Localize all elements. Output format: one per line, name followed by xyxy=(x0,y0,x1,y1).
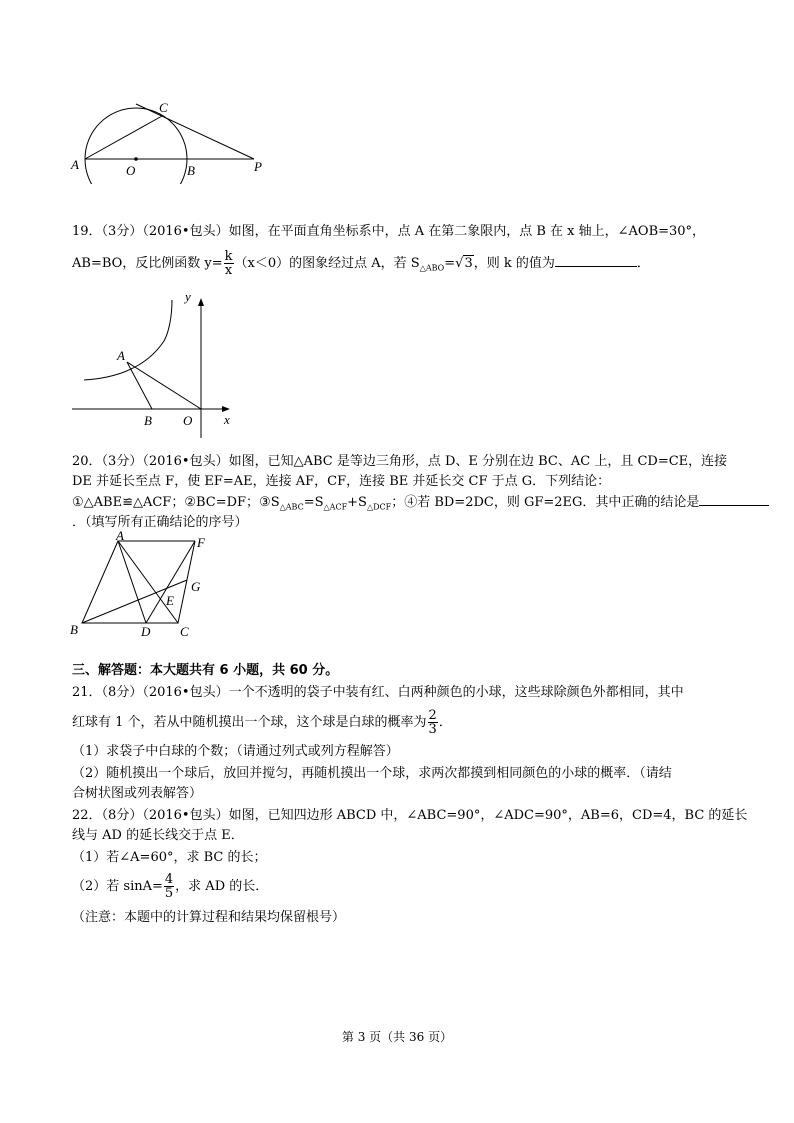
q20-text-3b: =S xyxy=(303,495,324,510)
q21-part2-text-1: （2）随机摸出一个球后，放回并搅匀，再随机摸出一个球，求两次都摸到相同颜色的小球的概率．（请结 xyxy=(72,766,672,781)
q19-fraction xyxy=(224,250,234,277)
segment-df xyxy=(146,541,195,623)
q20-text-3a: ①△ABE≌△ACF；②BC=DF；③S xyxy=(72,495,280,510)
q19-sub-abo: △ABO xyxy=(419,263,445,273)
hyperbola-figure xyxy=(66,286,246,441)
segment-ao xyxy=(127,362,201,409)
q21-line1 xyxy=(72,683,684,703)
q22-text-2: 线与 AD 的延长线交于点 E． xyxy=(72,828,244,843)
label-c: C xyxy=(180,624,189,639)
chord-ac xyxy=(85,116,162,159)
q21-frac-num: 2 xyxy=(428,708,437,723)
q19-text-1: 19．（3分）（2016•包头）如图，在平面直角坐标系中，点 A 在第二象限内，点 B 在 x 轴上，∠AOB=30°， xyxy=(72,224,706,239)
label-y: y xyxy=(185,289,191,304)
sqrt-icon: √ xyxy=(455,256,464,271)
q20-sub-dcf: △DCF xyxy=(366,502,392,512)
label-d: D xyxy=(141,624,151,639)
q19-frac-den: x xyxy=(224,263,233,278)
q20-line1 xyxy=(72,452,727,472)
q21-part2-line2 xyxy=(72,784,202,804)
circle-tangent-figure xyxy=(66,98,276,184)
section-heading xyxy=(72,661,338,681)
q20-text-2: DE 并延长至点 F，使 EF=AE，连接 AF，CF，连接 BE 并延长交 CF 于点 G．下列结论： xyxy=(72,474,611,489)
triangle-abc xyxy=(82,541,178,623)
label-o: O xyxy=(183,413,193,428)
triangle-figure xyxy=(66,530,216,640)
q19-text-2e: ． xyxy=(636,256,650,271)
q20-text-1: 20．（3分）（2016•包头）如图，已知△ABC 是等边三角形，点 D、E 分别在边 BC、AC 上，且 CD=CE，连接 xyxy=(72,454,728,469)
q20-text-3c: +S xyxy=(347,495,367,510)
q22-part2-text-b: ，求 AD 的长． xyxy=(175,879,269,894)
q21-text-2b: ． xyxy=(438,715,452,730)
q22-frac-num: 4 xyxy=(164,872,174,887)
q19-sqrt-value: 3 xyxy=(464,256,473,271)
q20-text-3d: ；④若 BD=2DC，则 GF=2EG．其中正确的结论是 xyxy=(391,495,700,510)
circle-o xyxy=(85,108,187,184)
q22-fraction xyxy=(164,873,174,900)
q22-frac-den: 5 xyxy=(164,886,174,901)
segment-ab xyxy=(127,362,152,409)
q22-part2-text-a: （2）若 sinA= xyxy=(72,879,163,894)
q21-text-1: 21．（8分）（2016•包头）一个不透明的袋子中装有红、白两种颜色的小球，这些球除颜色外都相同，其中 xyxy=(72,685,684,700)
q19-line2 xyxy=(72,250,650,279)
q20-sub-acf: △ACF xyxy=(323,502,348,512)
q20-answer-blank[interactable] xyxy=(699,493,769,506)
q19-text-2d: ，则 k 的值为 xyxy=(473,256,555,271)
q21-part2-text-2: 合树状图或列表解答） xyxy=(72,786,203,801)
page-footer xyxy=(0,1028,794,1045)
q21-part2-line1 xyxy=(72,764,672,784)
label-b: B xyxy=(70,622,78,637)
q22-text-1: 22．（8分）（2016•包头）如图，已知四边形 ABCD 中，∠ABC=90°，∠ADC=90°，AB=6，CD=4，BC 的延长 xyxy=(72,808,748,823)
label-a: A xyxy=(116,530,124,543)
label-x: x xyxy=(224,412,230,427)
label-c: C xyxy=(159,100,168,115)
q22-note xyxy=(72,908,345,928)
q21-part1 xyxy=(72,742,399,762)
label-b: B xyxy=(187,163,195,178)
center-point xyxy=(134,157,138,161)
label-p: P xyxy=(254,159,262,174)
q19-text-2c: = xyxy=(444,256,456,271)
q19-line1 xyxy=(72,222,705,242)
q22-note-text: （注意：本题中的计算过程和结果均保留根号） xyxy=(72,910,346,925)
section-heading-text: 三、解答题：本大题共有 6 小题，共 60 分。 xyxy=(72,663,339,678)
q20-line2 xyxy=(72,472,610,492)
hyperbola-curve xyxy=(84,300,172,380)
q22-part1 xyxy=(72,848,267,868)
label-e: E xyxy=(166,593,174,608)
label-o: O xyxy=(126,163,136,178)
q22-part2 xyxy=(72,873,268,900)
q22-part1-text: （1）若∠A=60°，求 BC 的长； xyxy=(72,850,267,865)
q19-text-2a: AB=BO，反比例函数 y= xyxy=(72,256,223,271)
tangent-line-cp xyxy=(136,104,254,159)
label-g: G xyxy=(191,579,201,594)
q20-sub-abc: △ABC xyxy=(279,502,304,512)
q21-frac-den: 3 xyxy=(428,722,437,737)
q21-part1-text: （1）求袋子中白球的个数；（请通过列式或列方程解答） xyxy=(72,744,399,759)
q21-line2 xyxy=(72,709,452,736)
label-f: F xyxy=(197,535,205,550)
q21-text-2a: 红球有 1 个，若从中随机摸出一个球，这个球是白球的概率为 xyxy=(72,715,427,730)
q19-text-2b: （x＜0）的图象经过点 A，若 S xyxy=(234,256,420,271)
page-number: 第 3 页（共 36 页） xyxy=(341,1030,453,1044)
q22-line2 xyxy=(72,826,244,846)
label-a: A xyxy=(71,157,79,172)
q22-line1 xyxy=(72,806,747,826)
label-b: B xyxy=(144,413,152,428)
y-axis-arrow-icon xyxy=(198,298,204,306)
label-a: A xyxy=(117,348,125,363)
segment-ad xyxy=(118,541,146,623)
q21-fraction xyxy=(428,709,438,736)
q20-text-4: ．（填写所有正确结论的序号） xyxy=(72,515,248,530)
q19-frac-num: k xyxy=(224,249,233,264)
q19-answer-blank[interactable] xyxy=(555,254,637,267)
